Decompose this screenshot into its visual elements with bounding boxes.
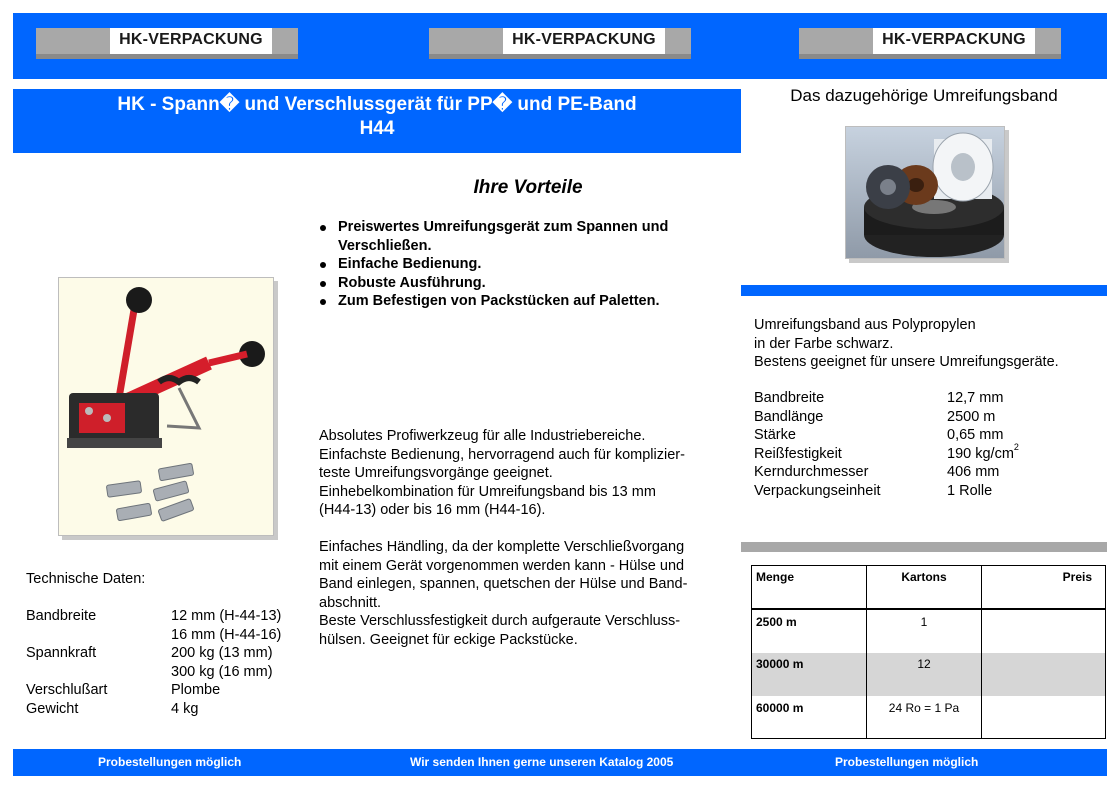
description-line: Einhebelkombination für Umreifungsband bis 13 mm bbox=[319, 483, 656, 500]
footer-left: Probestellungen möglich bbox=[98, 755, 242, 769]
spec-row: 16 mm (H-44-16) bbox=[171, 626, 282, 643]
strapping-band-image bbox=[846, 127, 1004, 258]
tool-photo bbox=[58, 277, 274, 536]
description-line: Band einlegen, spannen, quetschen der Hülse und Band- bbox=[319, 576, 688, 592]
description-line: abschnitt. bbox=[319, 594, 382, 611]
product-description bbox=[319, 427, 729, 649]
product-model: H44 bbox=[359, 118, 395, 139]
description-line: Einfaches Händling, da der komplette Verschließvorgang bbox=[319, 539, 685, 555]
band-heading: Das dazugehörige Umreifungsband bbox=[790, 86, 1058, 105]
list-item: Robuste Ausführung. bbox=[318, 274, 728, 293]
advantages-list bbox=[318, 218, 728, 311]
description-line: teste Umreifungsvorgänge geeignet. bbox=[319, 465, 553, 481]
logo-text: HK-VERPACKUNG bbox=[512, 31, 656, 48]
table-cell-menge: 30000 m bbox=[756, 657, 804, 671]
spec-row: Verpackungseinheit 1 Rolle bbox=[754, 482, 993, 499]
description-line: mit einem Gerät vorgenommen werden kann - Hülse und bbox=[319, 557, 685, 574]
advantages-heading: Ihre Vorteile bbox=[473, 177, 583, 198]
table-cell-kartons: 1 bbox=[920, 615, 928, 629]
spec-row: Bandlänge 2500 m bbox=[754, 408, 996, 425]
spec-row: Reißfestigkeit 190 $kg/cm^2$ bbox=[754, 441, 1019, 462]
logo-1 bbox=[36, 28, 298, 59]
logo-3 bbox=[799, 28, 1061, 59]
logo-2 bbox=[429, 28, 691, 59]
table-cell-kartons: 12 bbox=[917, 657, 931, 671]
spec-row: Bandbreite 12 mm (H-44-13) bbox=[26, 608, 282, 624]
spec-row: Bandbreite 12,7 mm bbox=[754, 390, 1004, 406]
spec-row: Verschlußart Plombe bbox=[26, 682, 221, 698]
band-description bbox=[754, 316, 1106, 372]
footer-right: Probestellungen möglich bbox=[835, 755, 979, 769]
band-specs bbox=[754, 389, 1106, 500]
spec-row: Stärke 0,65 mm bbox=[754, 427, 1004, 443]
spec-row: Gewicht 4 kg bbox=[26, 700, 199, 717]
logo-text: HK-VERPACKUNG bbox=[119, 31, 263, 48]
technical-data-heading: Technische Daten: bbox=[26, 571, 146, 587]
description-line: Beste Verschlussfestigkeit durch aufgeraute Verschluss- bbox=[319, 613, 681, 629]
column-header-menge: Menge bbox=[756, 570, 795, 584]
header-band bbox=[13, 13, 1107, 79]
table-cell-menge: 60000 m bbox=[756, 701, 804, 715]
description-line: Einfachste Bedienung, hervorragend auch für komplizier- bbox=[319, 446, 685, 463]
list-item: Zum Befestigen von Packstücken auf Paletten. bbox=[318, 292, 728, 311]
band-description-line: in der Farbe schwarz. bbox=[754, 335, 894, 352]
table-cell-menge: 2500 m bbox=[756, 615, 797, 629]
spec-row: Kerndurchmesser 406 mm bbox=[754, 464, 1000, 480]
band-description-line: Bestens geeignet für unsere Umreifungsgeräte. bbox=[754, 354, 1059, 370]
strapping-band-photo bbox=[845, 126, 1005, 259]
footer-center: Wir senden Ihnen gerne unseren Katalog 2005 bbox=[410, 755, 674, 769]
product-title-band bbox=[13, 89, 741, 153]
table-cell-kartons: 24 Ro = 1 Pa bbox=[888, 701, 960, 715]
band-description-line: Umreifungsband aus Polypropylen bbox=[754, 317, 976, 333]
spec-row: 300 kg (16 mm) bbox=[171, 663, 273, 680]
description-line: Absolutes Profiwerkzeug für alle Industriebereiche. bbox=[319, 428, 646, 444]
spec-row: Spannkraft 200 kg (13 mm) bbox=[26, 645, 273, 661]
description-line: hülsen. Geeignet für eckige Packstücke. bbox=[319, 631, 578, 648]
list-item: Einfache Bedienung. bbox=[318, 255, 728, 274]
description-line: (H44-13) oder bis 16 mm (H44-16). bbox=[319, 502, 546, 518]
price-table bbox=[751, 565, 1106, 739]
column-header-preis: Preis bbox=[1062, 570, 1092, 584]
product-title: HK - Spann� und Verschlussgerät für PP� und PE-Band bbox=[117, 94, 637, 115]
footer-band bbox=[13, 749, 1107, 776]
blue-divider bbox=[741, 285, 1107, 296]
list-item: Preiswertes Umreifungsgerät zum Spannen und Verschließen. bbox=[318, 218, 728, 255]
gray-divider bbox=[741, 542, 1107, 552]
logo-text: HK-VERPACKUNG bbox=[882, 31, 1026, 48]
technical-data bbox=[26, 570, 326, 718]
column-header-kartons: Kartons bbox=[901, 570, 947, 584]
tensioner-image bbox=[59, 278, 273, 535]
